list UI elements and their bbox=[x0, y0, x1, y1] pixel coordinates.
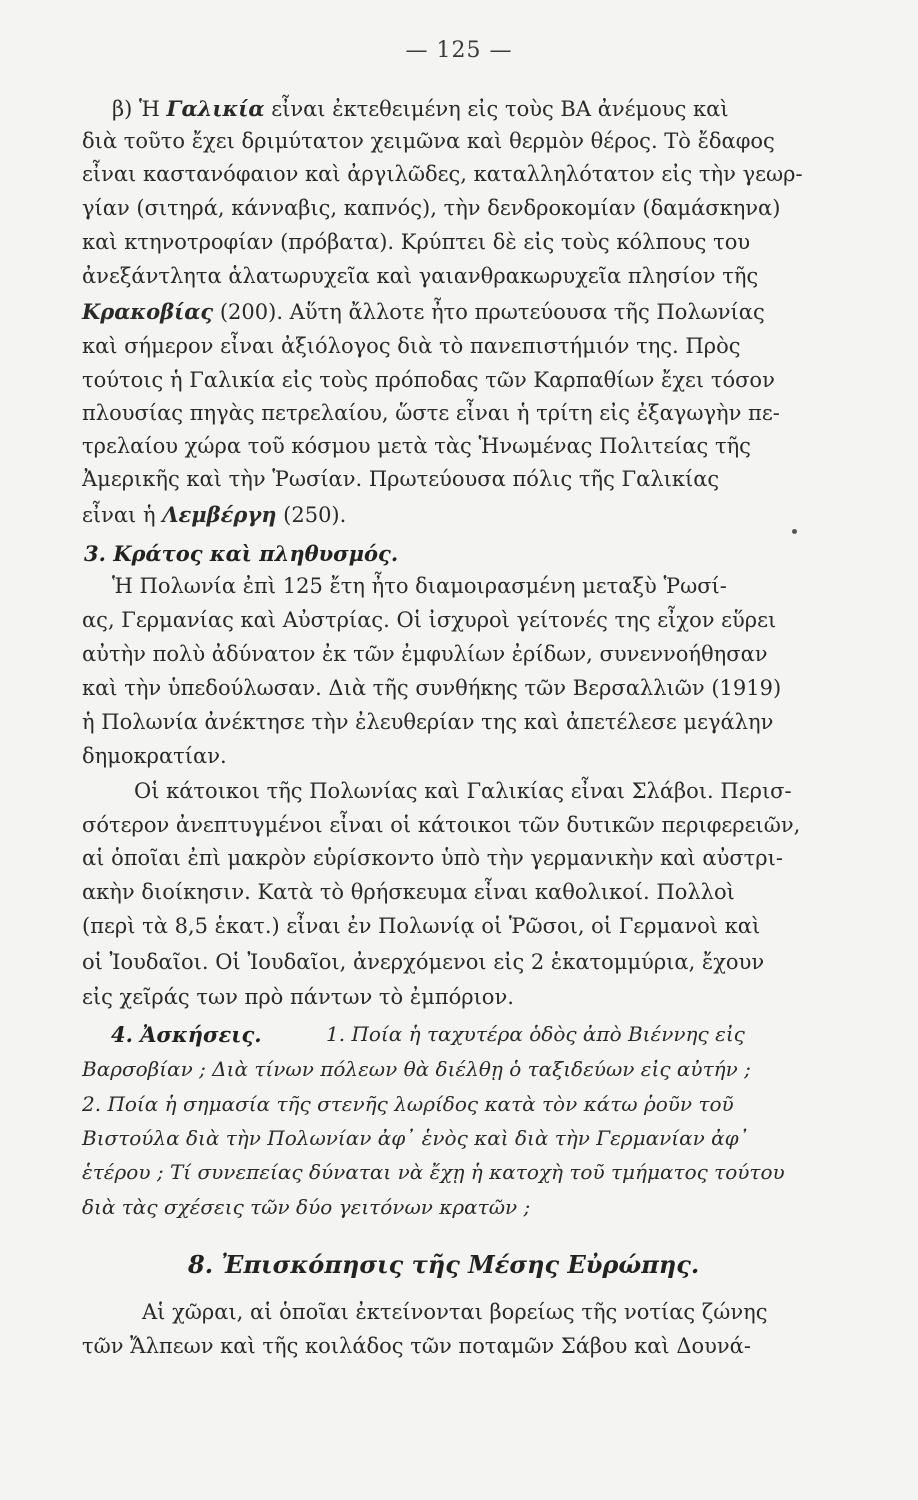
section4-title: Ἀσκήσεις. bbox=[140, 1022, 262, 1047]
section8-heading bbox=[188, 1250, 699, 1279]
section4-heading bbox=[111, 1022, 262, 1047]
section3-para2-line-2: αἱ ὁποῖαι ἐπὶ μακρὸν εὑρίσκοντο ὑπὸ τὴν γερμανικὴν καὶ αὐστρι- bbox=[82, 846, 783, 870]
exercise-line-5: διὰ τὰς σχέσεις τῶν δύο γειτόνων κρατῶν ; bbox=[82, 1195, 531, 1219]
galicia-last-end: (250). bbox=[276, 503, 347, 527]
section3-para2-line-5: οἱ Ἰουδαῖοι. Οἱ Ἰουδαῖοι, ἀνερχόμενοι εἰς 2 ἑκατομμύρια, ἔχουν bbox=[82, 950, 765, 974]
exercise-line-4: ἑτέρου ; Τί συνεπείας δύναται νὰ ἔχῃ ἡ κατοχὴ τοῦ τμήματος τούτου bbox=[82, 1160, 785, 1184]
section3-para2-line-6: εἰς χεῖράς των πρὸ πάντων τὸ ἐμπόριον. bbox=[82, 985, 514, 1009]
galicia-label: β) bbox=[112, 97, 140, 121]
galicia-line-1: διὰ τοῦτο ἔχει δριμύτατον χειμῶνα καὶ θερμὸν θέρος. Τὸ ἔδαφος bbox=[82, 129, 775, 153]
section8-line-1: τῶν Ἄλπεων καὶ τῆς κοιλάδος τῶν ποταμῶν Σάβου καὶ Δουνά- bbox=[82, 1334, 751, 1358]
galicia-line2-2: πλουσίας πηγὰς πετρελαίου, ὥστε εἶναι ἡ τρίτη εἰς ἐξαγωγὴν πε- bbox=[82, 401, 780, 425]
galicia-line2-1: τούτοις ἡ Γαλικία εἰς τοὺς πρόποδας τῶν Καρπαθίων ἔχει τόσον bbox=[82, 368, 775, 392]
section3-para2-line-4: (περὶ τὰ 8,5 ἑκατ.) εἶναι ἐν Πολωνίᾳ οἱ Ῥῶσοι, οἱ Γερμανοὶ καὶ bbox=[82, 914, 761, 938]
section3-para1-line-3: καὶ τὴν ὑπεδούλωσαν. Διὰ τῆς συνθήκης τῶν Βερσαλλιῶν (1919) bbox=[82, 676, 782, 700]
lemberg-name: Λεμβέργη bbox=[162, 502, 277, 527]
galicia-first-line bbox=[112, 96, 817, 121]
krakow-rest: (200). Αὕτη ἄλλοτε ἦτο πρωτεύουσα τῆς Πολωνίας bbox=[213, 300, 765, 324]
exercise-line-2: 2. Ποία ἡ σημασία τῆς στενῆς λωρίδος κατὰ τὸν κάτω ῥοῦν τοῦ bbox=[82, 1092, 734, 1116]
galicia-line-2: εἶναι καστανόφαιον καὶ ἀργιλῶδες, καταλληλότατον εἰς τὴν γεωρ- bbox=[82, 162, 803, 186]
section3-para1-line-4: ἡ Πολωνία ἀνέκτησε τὴν ἐλευθερίαν της καὶ ἀπετέλεσε μεγάλην bbox=[82, 710, 774, 734]
galicia-line-4: καὶ κτηνοτροφίαν (πρόβατα). Κρύπτει δὲ εἰς τοὺς κόλπους του bbox=[82, 230, 751, 254]
galicia-line2-0: καὶ σήμερον εἶναι ἀξιόλογος διὰ τὸ πανεπιστήμιόν της. Πρὸς bbox=[82, 334, 741, 358]
galicia-last-line bbox=[82, 502, 817, 527]
section4-number: 4. bbox=[111, 1022, 133, 1047]
galicia-name: Γαλικία bbox=[166, 96, 265, 121]
galicia-line-3: γίαν (σιτηρά, κάνναβις, καπνός), τὴν δενδροκομίαν (δαμάσκηνα) bbox=[82, 196, 781, 220]
section3-para2-line-0: Οἱ κάτοικοι τῆς Πολωνίας καὶ Γαλικίας εἶναι Σλάβοι. Περισ- bbox=[134, 779, 792, 803]
galicia-line-0: εἶναι ἐκτεθειμένη εἰς τοὺς ΒΑ ἀνέμους καὶ bbox=[264, 97, 729, 121]
section3-para2-line-1: σότερον ἀνεπτυγμένοι εἶναι οἱ κάτοικοι τῶν δυτικῶν περιφερειῶν, bbox=[82, 813, 801, 837]
section3-para1-line-1: ας, Γερμανίας καὶ Αὐστρίας. Οἱ ἰσχυροὶ γείτονές της εἶχον εὕρει bbox=[82, 608, 777, 632]
section3-para2-line-3: ακὴν διοίκησιν. Κατὰ τὸ θρήσκευμα εἶναι καθολικοί. Πολλοὶ bbox=[82, 880, 735, 904]
galicia-line2-3: τρελαίου χώρα τοῦ κόσμου μετὰ τὰς Ἡνωμένας Πολιτείας τῆς bbox=[82, 434, 751, 458]
ink-dot bbox=[792, 529, 797, 534]
section8-number: 8. bbox=[188, 1250, 214, 1279]
galicia-article: Ἡ bbox=[139, 97, 167, 121]
galicia-last-start: εἶναι ἡ bbox=[82, 503, 163, 527]
galicia-krakow-line bbox=[82, 299, 817, 324]
galicia-line-5: ἀνεξάντλητα ἁλατωρυχεῖα καὶ γαιανθρακωρυχεῖα πλησίον τῆς bbox=[82, 264, 759, 288]
section3-para1-line-0: Ἡ Πολωνία ἐπὶ 125 ἔτη ἦτο διαμοιρασμένη μεταξὺ Ῥωσί- bbox=[112, 574, 727, 598]
krakow-name: Κρακοβίας bbox=[82, 299, 214, 324]
section3-number: 3. bbox=[84, 541, 106, 566]
section3-para1-line-2: αὐτὴν πολὺ ἀδύνατον ἐκ τῶν ἐμφυλίων ἐρίδων, συνεννοήθησαν bbox=[82, 642, 768, 666]
section3-heading bbox=[84, 541, 398, 566]
section8-line-0: Αἱ χῶραι, αἱ ὁποῖαι ἐκτείνονται βορείως τῆς νοτίας ζώνης bbox=[142, 1300, 768, 1324]
section3-title: Κράτος καὶ πληθυσμός. bbox=[113, 541, 399, 566]
exercise-line-3: Βιστούλα διὰ τὴν Πολωνίαν ἀφ᾽ ἑνὸς καὶ διὰ τὴν Γερμανίαν ἀφ᾽ bbox=[82, 1126, 749, 1150]
section8-title: Ἐπισκόπησις τῆς Μέσης Εὐρώπης. bbox=[221, 1250, 700, 1279]
page-number: — 125 — bbox=[405, 38, 513, 63]
section3-para1-line-5: δημοκρατίαν. bbox=[82, 744, 227, 768]
exercise-line-1: Βαρσοβίαν ; Διὰ τίνων πόλεων θὰ διέλθῃ ὁ ταξιδεύων εἰς αὐτήν ; bbox=[82, 1057, 751, 1081]
galicia-line2-4: Ἀμερικῆς καὶ τὴν Ῥωσίαν. Πρωτεύουσα πόλις τῆς Γαλικίας bbox=[82, 467, 720, 491]
exercise-line-0: 1. Ποία ἡ ταχυτέρα ὁδὸς ἀπὸ Βιέννης εἰς bbox=[326, 1022, 745, 1046]
